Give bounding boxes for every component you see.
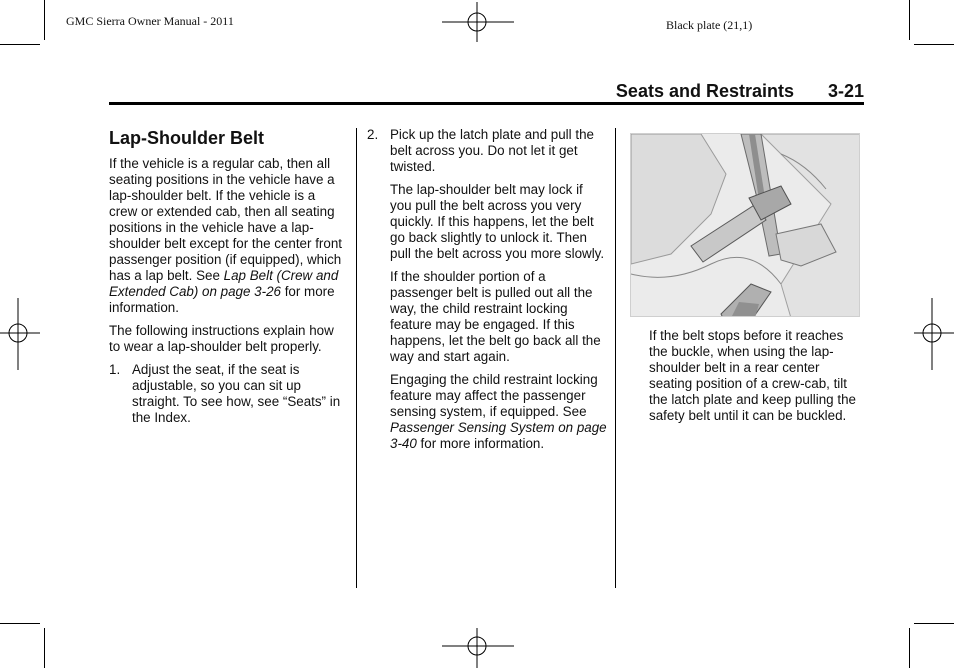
- crop-mark: [914, 44, 954, 45]
- slug-plate-info: Black plate (21,1): [666, 18, 753, 32]
- crop-mark: [909, 0, 910, 40]
- paragraph-text: for more information.: [416, 436, 545, 451]
- registration-mark-top: [442, 2, 514, 42]
- cross-reference-lap-belt[interactable]: Lap Belt (Crew and Extended Cab) on page 3-26: [109, 268, 339, 299]
- illustration-latch-plate: [630, 133, 860, 317]
- running-header: [109, 80, 864, 104]
- registration-mark-left: [0, 298, 40, 370]
- step-text: Pick up the latch plate and pull the belt across you. Do not let it get twisted.: [390, 127, 594, 174]
- column-divider: [356, 128, 357, 588]
- slug-manual-title: GMC Sierra Owner Manual - 2011: [66, 14, 234, 28]
- column-divider: [615, 128, 616, 588]
- registration-mark-right: [914, 298, 954, 370]
- crop-mark: [44, 628, 45, 668]
- heading-lap-shoulder-belt: Lap-Shoulder Belt: [109, 128, 265, 148]
- column-1: [109, 127, 345, 426]
- paragraph-belt-lock: The lap-shoulder belt may lock if you pull the belt across you very quickly. If this happens, let the belt go back slightly to unlock it. Then pull the belt across you more slowly.: [390, 182, 605, 261]
- registration-mark-bottom: [442, 628, 514, 668]
- paragraph-text: for more information.: [109, 284, 335, 315]
- crop-mark: [909, 628, 910, 668]
- paragraph-belt-stops: If the belt stops before it reaches the buckle, when using the lap-shoulder belt in a rear center seating position of a crew-cab, tilt the latch plate and keep pulling the safety belt until it can be buckled.: [649, 328, 856, 423]
- column-2: [367, 127, 607, 459]
- paragraph-passenger-sensing: [367, 372, 607, 452]
- step-text: Adjust the seat, if the seat is adjustable, so you can sit up straight. To see how, see “Seats” in the Index.: [132, 362, 341, 425]
- paragraph-seating-positions: [109, 156, 345, 316]
- latch-plate-drawing: [631, 134, 860, 317]
- page-number: 3-21: [827, 81, 864, 101]
- paragraph-text: Engaging the child restraint locking feature may affect the passenger sensing system, if equipped. See: [390, 372, 598, 419]
- paragraph-text: If the vehicle is a regular cab, then all seating positions in the vehicle have a lap-shoulder belt. If the vehicle is a crew or extended cab, then all seating positions in the vehicle have a lap-shoulder belt except for the center front passenger position (if equipped), which has a lap belt. See: [109, 156, 342, 283]
- paragraph-instructions-intro: The following instructions explain how to wear a lap-shoulder belt properly.: [109, 323, 334, 354]
- step-number: 1.: [109, 362, 121, 377]
- crop-mark: [0, 44, 40, 45]
- column-3: [649, 328, 865, 431]
- cross-reference-passenger-sensing[interactable]: Passenger Sensing System on page 3-40: [390, 420, 607, 451]
- crop-mark: [44, 0, 45, 40]
- header-rule: [109, 102, 864, 105]
- step-2: [367, 127, 607, 175]
- crop-mark: [914, 623, 954, 624]
- step-number: 2.: [367, 127, 379, 142]
- step-1: [109, 362, 345, 426]
- crop-mark: [0, 623, 40, 624]
- paragraph-child-restraint: If the shoulder portion of a passenger belt is pulled out all the way, the child restraint locking feature may be engaged. If this happens, let the belt go back all the way and start again.: [390, 269, 601, 364]
- section-title: Seats and Restraints: [615, 81, 794, 101]
